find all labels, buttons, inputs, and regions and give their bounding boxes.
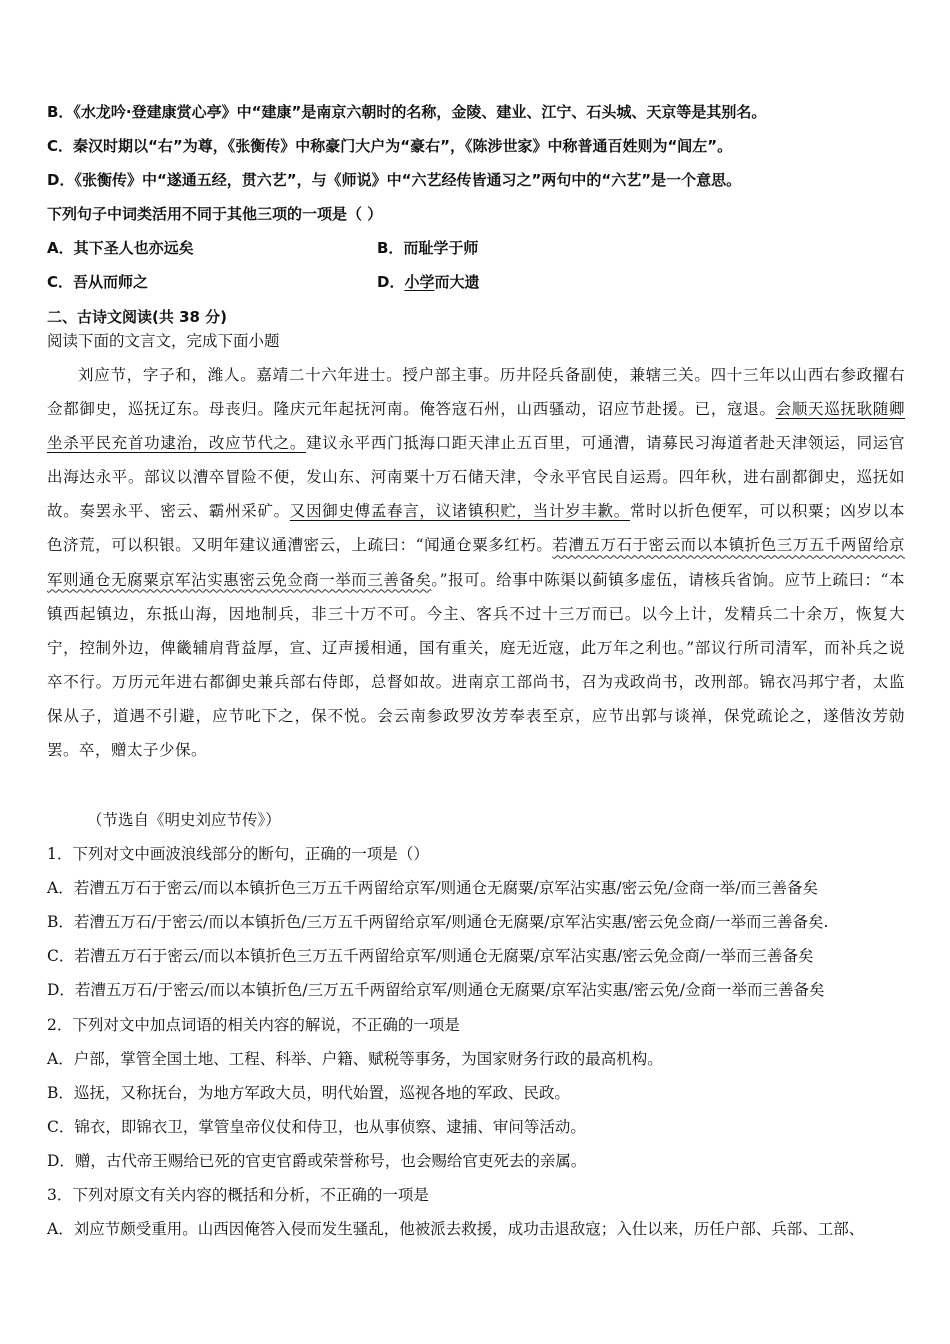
passage-part-2: 建议永平西门抵海口距天津止五百里，可通漕，请募民习海道者赴天津领运，同运官出海达永平。部议以漕卒冒险不便，发山东、河南粟十万石储天津，令永平官民自运焉。四年秋，进右副都御史，巡抚如故。奏罢永平、密云、霸州采矿。 <box>47 434 905 521</box>
q3-stem: 3．下列对原文有关内容的概括和分析，不正确的一项是 <box>47 1186 429 1204</box>
option-d-top: D．《张衡传》中“遂通五经，贯六艺”，与《师说》中“六艺经传皆通习之”两句中的“六艺”是一个意思。 <box>47 171 742 189</box>
q2-option-b: B．巡抚，又称抚台，为地方军政大员，明代始置，巡视各地的军政、民政。 <box>47 1084 570 1102</box>
q1-option-a: A．若漕五万石于密云/而以本镇折色三万五千两留给京军/则通仓无腐粟/京军沾实惠/密云免/佥商一举/而三善备矣 <box>47 879 819 897</box>
q1-option-b: B．若漕五万石/于密云/而以本镇折色/三万五千两留给京军/则通仓无腐粟/京军沾实惠/密云免佥商/一举而三善备矣. <box>47 913 829 931</box>
q1-option-c: C．若漕五万石于密云/而以本镇折色三万五千两留给京军/则通仓无腐粟/京军沾实惠/密云免佥商/一举而三善备矣 <box>47 947 814 965</box>
section-title: 二、古诗文阅读(共 38 分) <box>47 308 228 326</box>
q3-option-a: A．刘应节颇受重用。山西因俺答入侵而发生骚乱，他被派去救援，成功击退敌寇；入仕以来，历任户部、兵部、工部、 <box>47 1220 865 1238</box>
cilei-option-d <box>377 271 479 293</box>
classical-passage <box>47 358 905 767</box>
q1-stem: 1．下列对文中画波浪线部分的断句，正确的一项是（） <box>47 845 429 863</box>
passage-underline-1: 会顺天巡抚耿随卿坐杀平民充首功逮治，改应节代之。 <box>47 400 905 453</box>
cilei-option-c: C．吾从而师之 <box>47 273 149 291</box>
cilei-option-b: B．而耻学于师 <box>377 239 479 257</box>
passage-underline-2: 又因御史傅孟春言，议诸镇积贮，当计岁丰歉。 <box>289 502 630 521</box>
q1-option-d: D．若漕五万石/于密云/而以本镇折色/三万五千两留给京军/则通仓无腐粟/京军沾实惠/密云免/佥商一举而三善备矣 <box>47 981 825 999</box>
q2-stem: 2．下列对文中加点词语的相关内容的解说，不正确的一项是 <box>47 1016 460 1034</box>
cilei-question-stem: 下列句子中词类活用不同于其他三项的一项是（ ） <box>47 205 383 223</box>
option-b-top: B．《水龙吟·登建康赏心亭》中“建康”是南京六朝时的名称，金陵、建业、江宁、石头城、天京等是其别名。 <box>47 103 767 121</box>
q2-option-d: D．赠，古代帝王赐给已死的官吏官爵或荣誉称号，也会赐给官吏死去的亲属。 <box>47 1152 587 1170</box>
q2-option-a: A．户部，掌管全国土地、工程、科举、户籍、赋税等事务，为国家财务行政的最高机构。 <box>47 1050 663 1068</box>
passage-wavy-sentence: 若漕五万石于密云而以本镇折色三万五千两留给京军则通仓无腐粟京军沾实惠密云免佥商一举而三善备矣 <box>47 536 905 589</box>
cilei-option-d-prefix: D． <box>377 273 405 291</box>
cilei-option-d-suffix: 而大遗 <box>434 273 480 291</box>
q2-option-c: C．锦衣，即锦衣卫，掌管皇帝仪仗和侍卫，也从事侦察、逮捕、审问等活动。 <box>47 1118 586 1136</box>
option-c-top: C．秦汉时期以“右”为尊，《张衡传》中称豪门大户为“豪右”，《陈涉世家》中称普通百姓则为“闾左”。 <box>47 137 733 155</box>
cilei-option-d-underlined: 小学 <box>404 273 435 291</box>
passage-part-3: 常时以折色便军，可以积粟；凶岁以本色济荒，可以积银。又明年建议通漕密云，上疏曰：“闻通仓粟多红朽。 <box>47 502 905 555</box>
passage-part-4: 。”报可。给事中陈渠以蓟镇多虚伍，请核兵省饷。应节上疏曰：“本镇西起镇边，东抵山海，因地制兵，非三十万不可。今主、客兵不过十三万而已。以今上计，发精兵二十余万，恢复大宁，控制外边，俾畿辅肩背益厚，宣、辽声援相通，国有重关，庭无近寇，此万年之利也。”部议行所司清军，而补兵之说卒不行。万历元年进右都御史兼兵部右侍郎，总督如故。进南京工部尚书，召为戎政尚书，改刑部。锦衣冯邦宁者，太监保从子，道遇不引避，应节叱下之，保不悦。会云南参政罗汝芳奉表至京，应节出郭与谈禅，保党疏论之，遂偕汝芳勍罢。卒，赠太子少保。 <box>47 570 905 760</box>
reading-instruction: 阅读下面的文言文，完成下面小题 <box>47 332 280 350</box>
passage-part-1: 刘应节，字子和，潍人。嘉靖二十六年进士。授户部主事。历井陉兵备副使，兼辖三关。四十三年以山西右参政擢右佥都御史，巡抚辽东。母丧归。隆庆元年起抚河南。俺答寇石州，山西骚动，诏应节赴援。已，寇退。 <box>47 366 905 419</box>
source-note: （节选自《明史刘应节传》） <box>87 811 281 829</box>
cilei-option-a: A．其下圣人也亦远矣 <box>47 239 194 257</box>
